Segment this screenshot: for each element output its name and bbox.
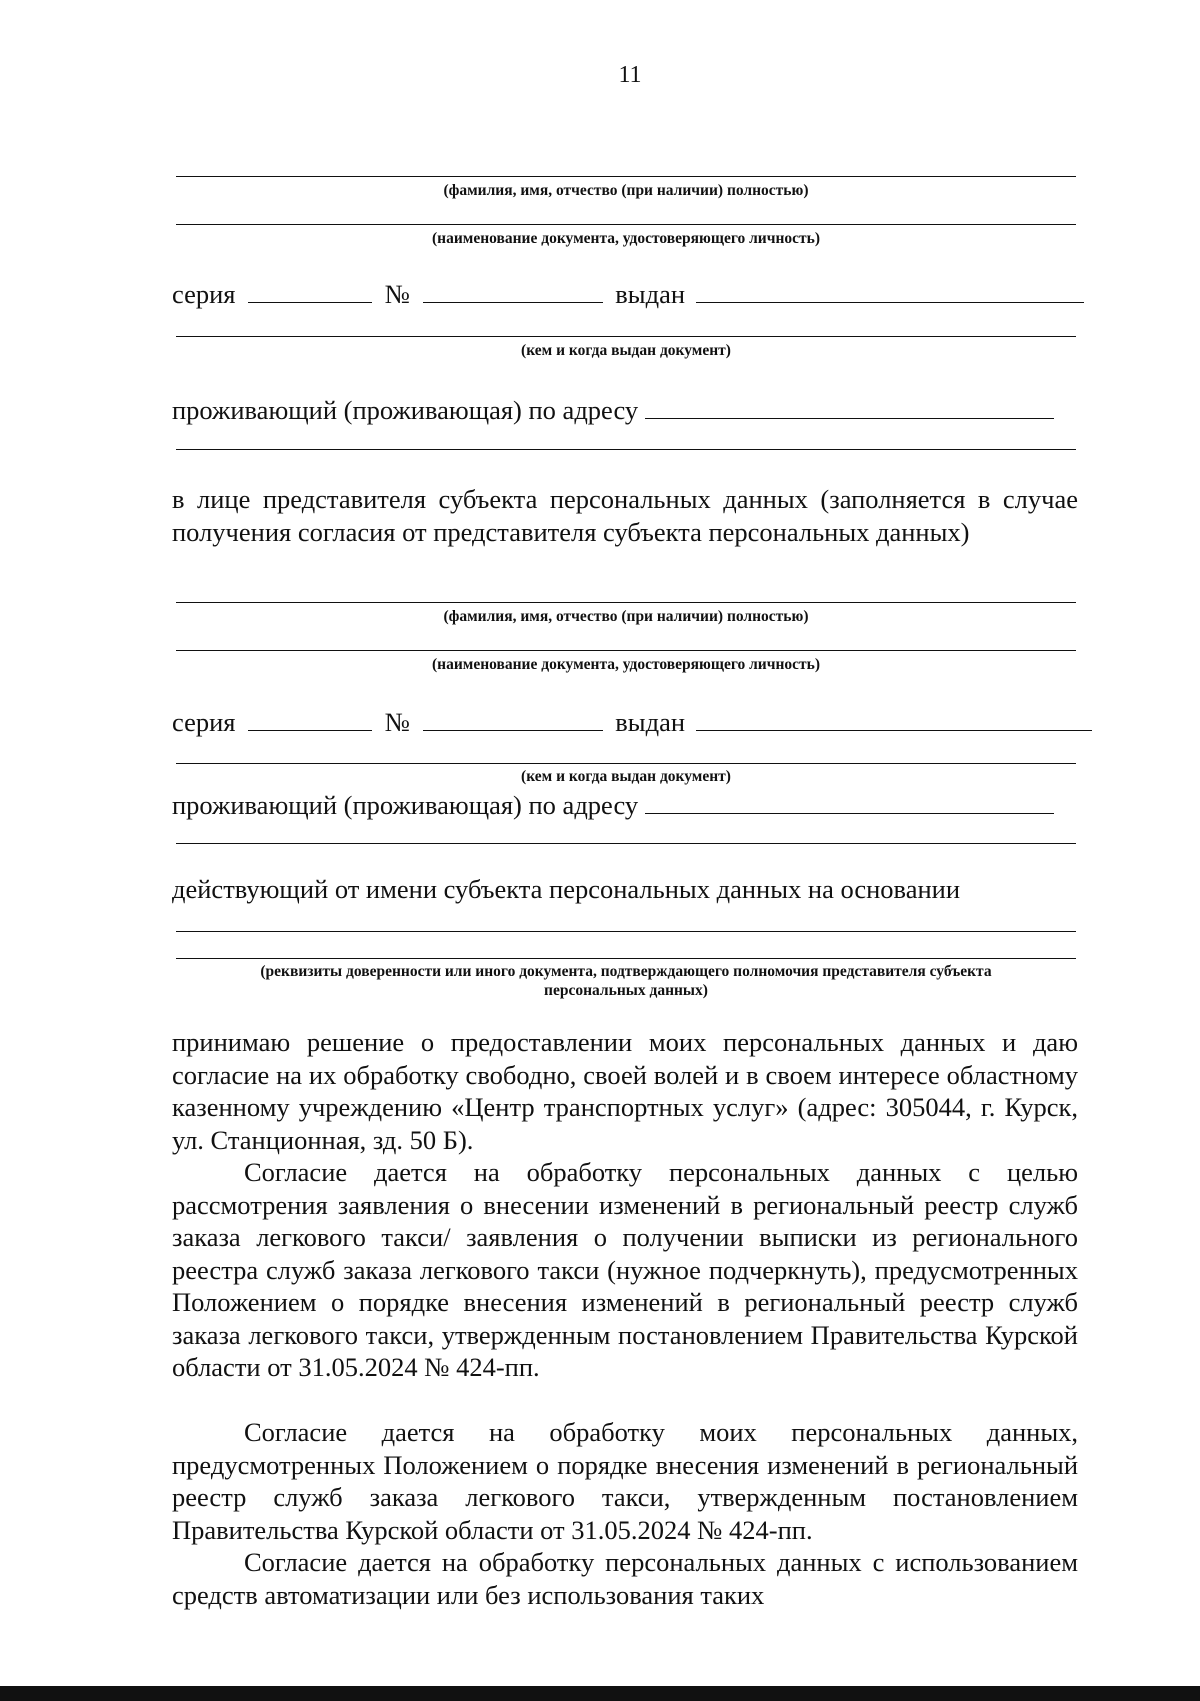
issued-line — [176, 336, 1076, 337]
rep-address-row — [172, 789, 1078, 821]
rep-address-blank — [645, 789, 1054, 814]
consent-paragraph-4: Согласие дается на обработку персональных данных с использованием средств автоматизации или без использования таких — [172, 1547, 1078, 1610]
address-label: проживающий (проживающая) по адресу — [172, 395, 639, 425]
doc-caption: (наименование документа, удостоверяющего личность) — [431, 230, 821, 247]
rep-series-blank — [248, 706, 372, 731]
rep-doc-line — [176, 650, 1076, 651]
issued-caption: (кем и когда выдан документ) — [521, 342, 731, 359]
series-label: серия — [172, 279, 236, 309]
rep-fio-line — [176, 602, 1076, 603]
rep-issued-caption: (кем и когда выдан документ) — [521, 768, 731, 785]
issued-blank — [696, 278, 1084, 303]
page-number: 11 — [618, 62, 642, 88]
series-blank — [248, 278, 372, 303]
fio-caption: (фамилия, имя, отчество (при наличии) полностью) — [443, 182, 809, 199]
number-label: № — [384, 279, 411, 309]
rep-fio-caption: (фамилия, имя, отчество (при наличии) полностью) — [443, 608, 809, 625]
power-of-attorney-caption: (реквизиты доверенности или иного документа, подтверждающего полномочия представителя субъекта персональных данных) — [260, 963, 992, 999]
consent-paragraph-3: Согласие дается на обработку моих персональных данных, предусмотренных Положением о порядке внесения изменений в региональный реестр служб заказа легкового такси, утвержденным постановлением Правительства Курской области от 31.05.2024 № 424-пп. — [172, 1417, 1078, 1545]
number-blank — [423, 278, 603, 303]
rep-number-label: № — [384, 707, 411, 737]
rep-number-blank — [423, 706, 603, 731]
rep-doc-caption: (наименование документа, удостоверяющего личность) — [431, 656, 821, 673]
consent-paragraph-1: принимаю решение о предоставлении моих персональных данных и даю согласие на их обработку свободно, своей волей и в своем интересе областному казенному учреждению «Центр транспортных услуг» (адрес: 305044, г. Курск, ул. Станционная, зд. 50 Б). — [172, 1027, 1078, 1155]
rep-issued-line — [176, 763, 1076, 764]
consent-paragraph-2: Согласие дается на обработку персональных данных с целью рассмотрения заявления о внесении изменений в региональный реестр служб заказа легкового такси/ заявления о получении выписки из регионального реестра служб заказа легкового такси (нужное подчеркнуть), предусмотренных Положением о порядке внесения изменений в региональный реестр служб заказа легкового такси, утвержденным постановлением Правительства Курской области от 31.05.2024 № 424-пп. — [172, 1157, 1078, 1382]
address-blank — [645, 394, 1054, 419]
scan-edge-bar — [0, 1686, 1200, 1701]
rep-issued-label: выдан — [615, 707, 686, 737]
series-row — [172, 278, 1078, 310]
address-row — [172, 394, 1078, 426]
address-line-2 — [176, 449, 1076, 450]
rep-series-label: серия — [172, 707, 236, 737]
rep-issued-blank — [696, 706, 1092, 731]
rep-series-row — [172, 706, 1078, 738]
issued-label: выдан — [615, 279, 686, 309]
doc-line — [176, 224, 1076, 225]
rep-address-line-2 — [176, 843, 1076, 844]
basis-line-1 — [176, 931, 1076, 932]
fio-line — [176, 176, 1076, 177]
acting-text: действующий от имени субъекта персональных данных на основании — [172, 874, 961, 904]
representative-text: в лице представителя субъекта персональных данных (заполняется в случае получения согласия от представителя субъекта персональных данных) — [172, 484, 1078, 547]
rep-address-label: проживающий (проживающая) по адресу — [172, 790, 639, 820]
basis-line-2 — [176, 958, 1076, 959]
